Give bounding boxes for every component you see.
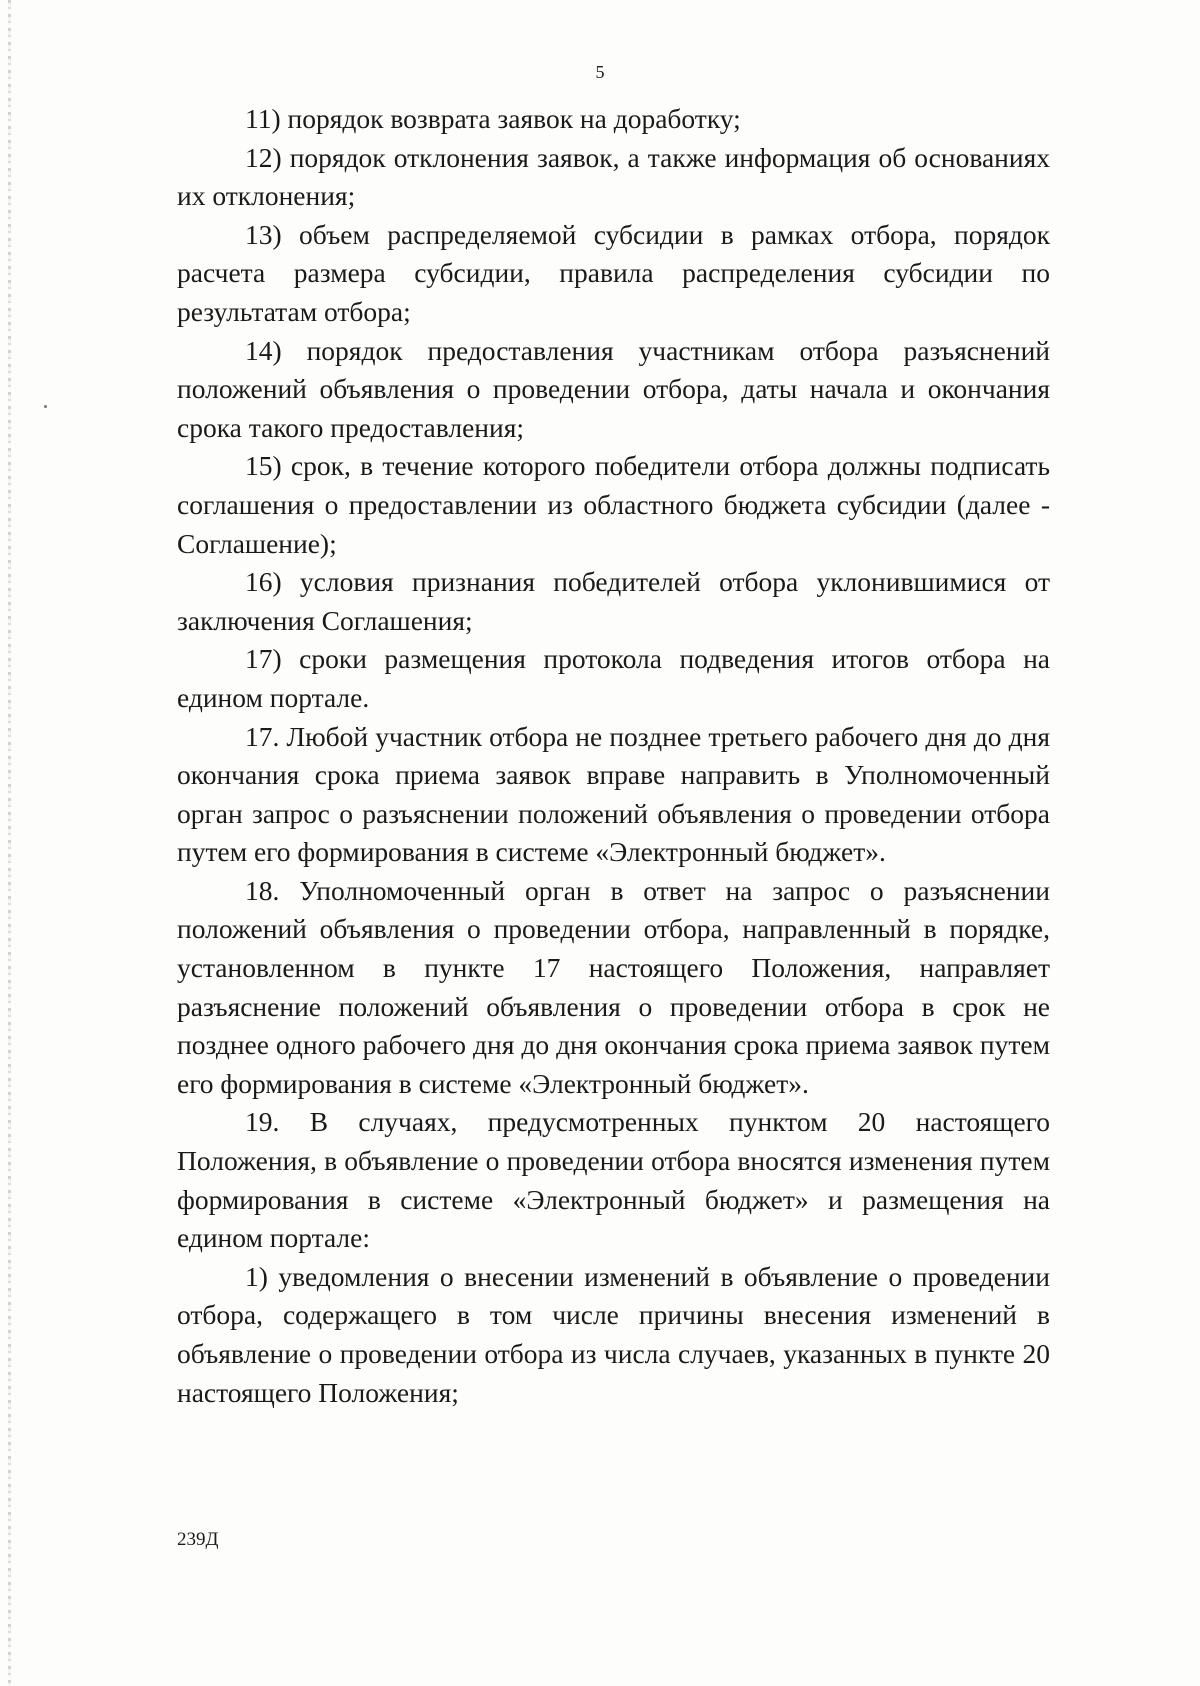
list-item-12: 12) порядок отклонения заявок, а также информация об основаниях их отклонения; xyxy=(177,141,1050,212)
list-item-11: 11) порядок возврата заявок на доработку; xyxy=(245,103,741,134)
clause-18: 18. Уполномоченный орган в ответ на запрос о разъяснении положений объявления о проведении отбора, направленный в порядке, установленном в пункте 17 настоящего Положения, направляет разъяснение положений объявления о проведении отбора в срок не позднее одного рабочего дня до дня окончания срока приема заявок путем его формирования в системе «Электронный бюджет». xyxy=(177,874,1050,1099)
clause-19: 19. В случаях, предусмотренных пунктом 20 настоящего Положения, в объявление о проведении отбора вносятся изменения путем формирования в системе «Электронный бюджет» и размещения на едином портале: xyxy=(177,1106,1050,1254)
footer-code: 239Д xyxy=(177,1529,219,1550)
list-item-16: 16) условия признания победителей отбора уклонившимися от заключения Соглашения; xyxy=(177,566,1050,636)
list-item-14: 14) порядок предоставления участникам отбора разъяснений положений объявления о проведении отбора, даты начала и окончания срока такого предоставления; xyxy=(177,334,1050,443)
clause-19-item-1: 1) уведомления о внесении изменений в объявление о проведении отбора, содержащего в том числе причины внесения изменений в объявление о проведении отбора из числа случаев, указанных в пункте 20 настоящего Положения; xyxy=(177,1260,1050,1408)
list-item-13: 13) объем распределяемой субсидии в рамках отбора, порядок расчета размера субсидии, правила распределения субсидии по результатам отбора; xyxy=(177,218,1050,327)
list-item-15: 15) срок, в течение которого победители отбора должны подписать соглашения о предоставлении из областного бюджета субсидии (далее - Соглашение); xyxy=(177,450,1050,559)
document-body xyxy=(177,100,1050,1412)
clause-17: 17. Любой участник отбора не позднее третьего рабочего дня до дня окончания срока приема заявок вправе направить в Уполномоченный орган запрос о разъяснении положений объявления о проведении отбора путем его формирования в системе «Электронный бюджет». xyxy=(177,720,1050,868)
page-number: 5 xyxy=(595,62,605,82)
list-item-17: 17) сроки размещения протокола подведения итогов отбора на едином портале. xyxy=(177,643,1050,713)
